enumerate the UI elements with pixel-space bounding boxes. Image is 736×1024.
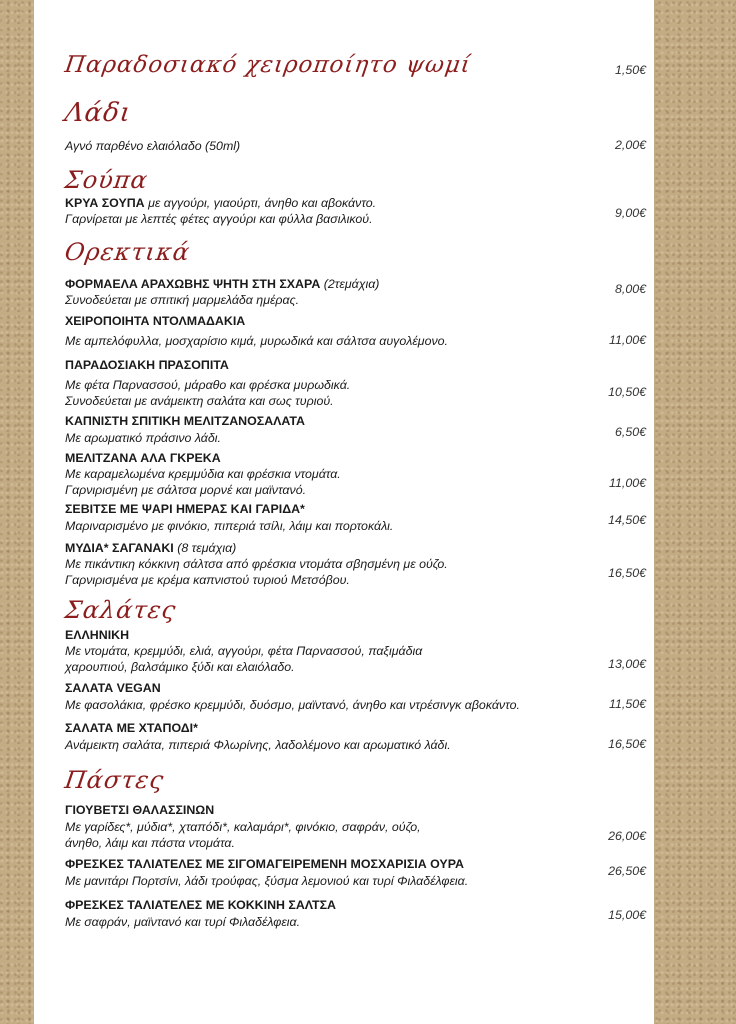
pasta-1-price: 26,00€: [608, 829, 646, 843]
section-title-appetizers: Ορεκτικά: [63, 238, 193, 266]
appetizer-4-name: ΚΑΠΝΙΣΤΗ ΣΠΙΤΙΚΗ ΜΕΛΙΤΖΑΝΟΣΑΛΑΤΑ: [65, 414, 305, 428]
appetizer-2-price: 11,00€: [609, 333, 646, 347]
appetizer-7-note: (8 τεμάχια): [173, 541, 237, 555]
pasta-2-name: ΦΡΕΣΚΕΣ ΤΑΛΙΑΤΕΛΕΣ ΜΕ ΣΙΓΟΜΑΓΕΙΡΕΜΕΝΗ ΜΟΣΧΑΡΙΣΙΑ ΟΥΡΑ: [65, 857, 464, 871]
appetizer-1-price: 8,00€: [614, 282, 646, 296]
appetizer-5-price: 11,00€: [609, 476, 646, 490]
appetizer-4-desc: Με αρωματικό πράσινο λάδι.: [65, 431, 221, 445]
appetizer-3-price: 10,50€: [608, 385, 646, 399]
appetizer-4-price: 6,50€: [614, 425, 646, 439]
appetizer-3-desc2: Συνοδεύεται με ανάμεικτη σαλάτα και σως τυριού.: [65, 394, 334, 408]
price-soup: 9,00€: [614, 206, 646, 220]
soup-desc-inline: με αγγούρι, γιαούρτι, άνηθο και αβοκάντο.: [144, 196, 377, 210]
salad-2-desc: Με φασολάκια, φρέσκο κρεμμύδι, δυόσμο, μαϊντανό, άνηθο και ντρέσινγκ αβοκάντο.: [65, 698, 520, 712]
section-title-bread: Παραδοσιακό χειροποίητο ψωμί: [63, 52, 473, 78]
soup-item: [65, 195, 376, 212]
appetizer-2-desc: Με αμπελόφυλλα, μοσχαρίσιο κιμά, μυρωδικά και σάλτσα αυγολέμονο.: [65, 334, 448, 348]
pasta-2-desc: Με μανιτάρι Πορτσίνι, λάδι τρούφας, ξύσμα λεμονιού και τυρί Φιλαδέλφεια.: [65, 874, 469, 888]
salad-1-name: ΕΛΛΗΝΙΚΗ: [65, 628, 130, 642]
appetizer-7-price: 16,50€: [608, 566, 646, 580]
pasta-1-name: ΓΙΟΥΒΕΤΣΙ ΘΑΛΑΣΣΙΝΩΝ: [65, 803, 215, 817]
appetizer-5-desc2: Γαρνιρισμένη με σάλτσα μορνέ και μαϊντανό.: [65, 483, 307, 497]
salad-2-name: ΣΑΛΑΤΑ VEGAN: [65, 681, 161, 695]
appetizer-7-name-line: [65, 540, 236, 557]
salad-2-price: 11,50€: [609, 697, 646, 711]
soup-desc: Γαρνίρεται με λεπτές φέτες αγγούρι και φύλλα βασιλικού.: [65, 212, 373, 226]
pasta-3-desc: Με σαφράν, μαϊντανό και τυρί Φιλαδέλφεια.: [65, 915, 301, 929]
appetizer-6-name: ΣΕΒΙΤΣΕ ΜΕ ΨΑΡΙ ΗΜΕΡΑΣ ΚΑΙ ΓΑΡΙΔΑ*: [65, 502, 305, 516]
appetizer-2-name: ΧΕΙΡΟΠΟΙΗΤΑ ΝΤΟΛΜΑΔΑΚΙΑ: [65, 314, 246, 328]
appetizer-3-desc1: Με φέτα Παρνασσού, μάραθο και φρέσκα μυρωδικά.: [65, 378, 351, 392]
appetizer-7-desc2: Γαρνιρισμένα με κρέμα καπνιστού τυριού Μετσόβου.: [65, 573, 350, 587]
section-title-oil: Λάδι: [62, 98, 134, 128]
soup-name: ΚΡΥΑ ΣΟΥΠΑ: [65, 196, 145, 210]
section-title-pasta: Πάστες: [63, 766, 167, 794]
pasta-1-desc2: άνηθο, λάιμ και πάστα ντομάτα.: [65, 836, 235, 850]
kraft-border-left: [0, 0, 34, 1024]
pasta-1-desc1: Με γαρίδες*, μύδια*, χταπόδι*, καλαμάρι*, φινόκιο, σαφράν, ούζο,: [65, 820, 421, 834]
salad-1-desc1: Με ντομάτα, κρεμμύδι, ελιά, αγγούρι, φέτα Παρνασσού, παξιμάδια: [65, 644, 423, 658]
salad-3-desc: Ανάμεικτη σαλάτα, πιπεριά Φλωρίνης, λαδολέμονο και αρωματικό λάδι.: [65, 738, 451, 752]
kraft-border-right: [654, 0, 736, 1024]
pasta-3-name: ΦΡΕΣΚΕΣ ΤΑΛΙΑΤΕΛΕΣ ΜΕ ΚΟΚΚΙΝΗ ΣΑΛΤΣΑ: [65, 898, 336, 912]
pasta-3-price: 15,00€: [608, 908, 646, 922]
salad-1-desc2: χαρουπιού, βαλσάμικο ξύδι και ελαιόλαδο.: [65, 660, 295, 674]
salad-1-price: 13,00€: [608, 657, 646, 671]
appetizer-1-name: ΦΟΡΜΑΕΛΑ ΑΡΑΧΩΒΗΣ ΨΗΤΗ ΣΤΗ ΣΧΑΡΑ: [65, 277, 321, 291]
oil-description: Αγνό παρθένο ελαιόλαδο (50ml): [65, 139, 241, 153]
appetizer-3-name: ΠΑΡΑΔΟΣΙΑΚΗ ΠΡΑΣΟΠΙΤΑ: [65, 358, 229, 372]
appetizer-1-name-line: [65, 276, 379, 293]
pasta-2-price: 26,50€: [608, 864, 646, 878]
appetizer-5-name: ΜΕΛΙΤΖΑΝΑ ΑΛΑ ΓΚΡΕΚΑ: [65, 451, 221, 465]
appetizer-7-desc1: Με πικάντικη κόκκινη σάλτσα από φρέσκια ντομάτα σβησμένη με ούζο.: [65, 557, 448, 571]
appetizer-1-desc: Συνοδεύεται με σπιτική μαρμελάδα ημέρας.: [65, 293, 300, 307]
appetizer-6-desc: Μαριναρισμένο με φινόκιο, πιπεριά τσίλι, λάιμ και πορτοκάλι.: [65, 519, 394, 533]
appetizer-6-price: 14,50€: [608, 513, 646, 527]
section-title-soup: Σούπα: [63, 166, 150, 194]
price-oil: 2,00€: [614, 138, 646, 152]
price-bread: 1,50€: [614, 63, 646, 77]
appetizer-7-name: ΜΥΔΙΑ* ΣΑΓΑΝΑΚΙ: [65, 541, 174, 555]
salad-3-price: 16,50€: [608, 737, 646, 751]
appetizer-5-desc1: Με καραμελωμένα κρεμμύδια και φρέσκια ντομάτα.: [65, 467, 341, 481]
appetizer-1-note: (2τεμάχια): [320, 277, 380, 291]
section-title-salads: Σαλάτες: [63, 596, 179, 624]
salad-3-name: ΣΑΛΑΤΑ ΜΕ ΧΤΑΠΟΔΙ*: [65, 721, 198, 735]
